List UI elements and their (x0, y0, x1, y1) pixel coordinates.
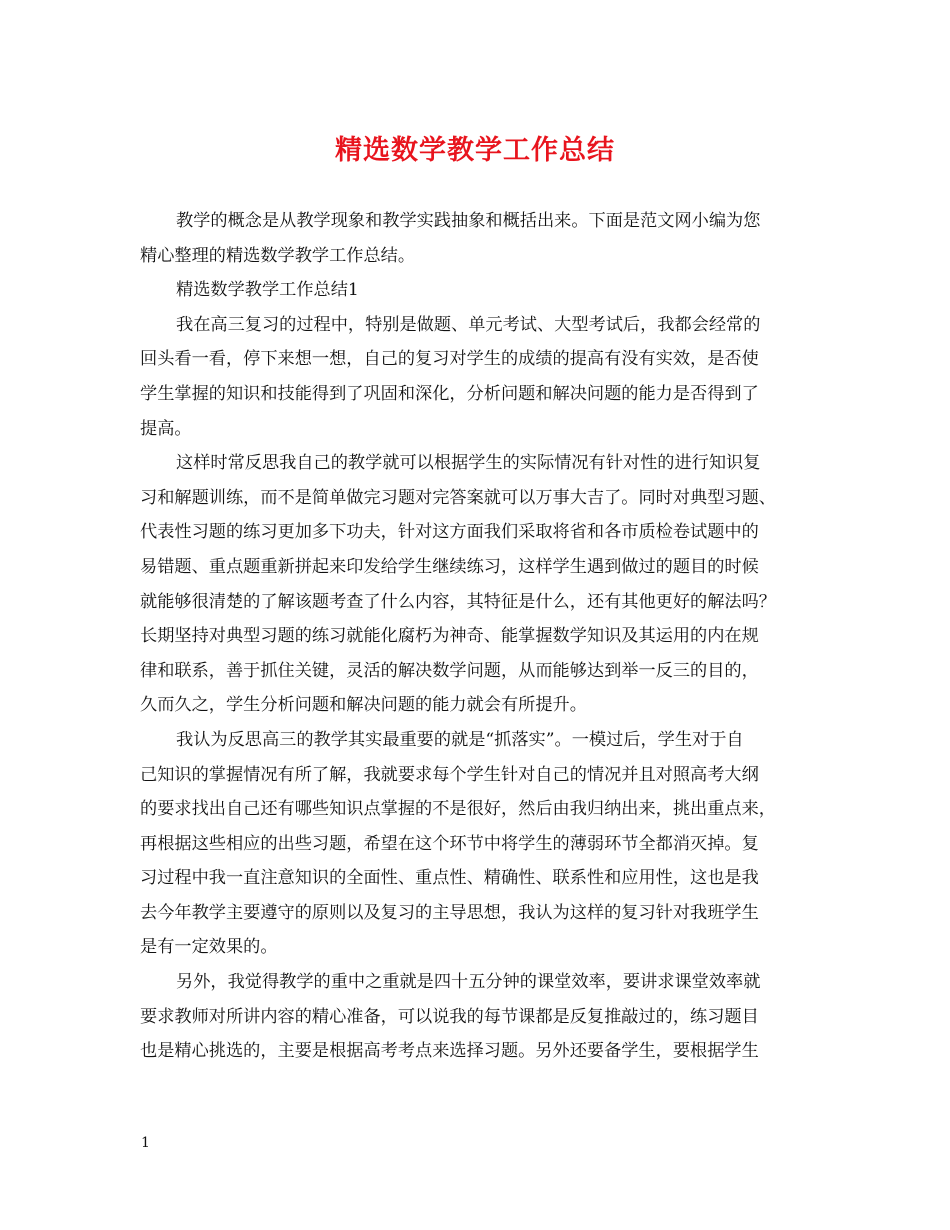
body-line: 教学的概念是从教学现象和教学实践抽象和概括出来。下面是范文网小编为您 (176, 211, 761, 231)
body-line: 代表性习题的练习更加多下功夫，针对这方面我们采取将省和各市质检卷试题中的 (140, 522, 759, 543)
page-number: 1 (141, 1135, 150, 1151)
body-line: 久而久之，学生分析问题和解决问题的能力就会有所提升。 (140, 695, 587, 716)
body-line: 再根据这些相应的出些习题，希望在这个环节中将学生的薄弱环节全都消灭掉。复 (140, 833, 759, 854)
body-line: 习和解题训练，而不是简单做完习题对完答案就可以万事大吉了。同时对典型习题、 (140, 487, 776, 508)
body-line: 学生掌握的知识和技能得到了巩固和深化，分析问题和解决问题的能力是否得到了 (140, 383, 759, 404)
body-line: 去今年教学主要遵守的原则以及复习的主导思想，我认为这样的复习针对我班学生 (140, 902, 759, 923)
body-line: 回头看一看，停下来想一想，自己的复习对学生的成绩的提高有没有实效，是否使 (140, 349, 759, 370)
body-line: 律和联系，善于抓住关键，灵活的解决数学问题，从而能够达到举一反三的目的， (140, 660, 759, 681)
body-line: 也是精心挑选的，主要是根据高考考点来选择习题。另外还要备学生，要根据学生 (140, 1041, 759, 1062)
body-line: 这样时常反思我自己的教学就可以根据学生的实际情况有针对性的进行知识复 (176, 453, 761, 474)
body-line: 我认为反思高三的教学其实最重要的就是“抓落实”。一模过后，学生对于自 (176, 729, 744, 750)
document-body (140, 204, 816, 1069)
body-line: 我在高三复习的过程中，特别是做题、单元考试、大型考试后，我都会经常的 (176, 314, 761, 335)
body-line: 精选数学教学工作总结1 (176, 280, 359, 301)
body-line: 长期坚持对典型习题的练习就能化腐朽为神奇、能掌握数学知识及其运用的内在规 (140, 626, 759, 647)
body-line: 习过程中我一直注意知识的全面性、重点性、精确性、联系性和应用性，这也是我 (140, 868, 759, 889)
body-line: 己知识的掌握情况有所了解，我就要求每个学生针对自己的情况并且对照高考大纲 (140, 764, 759, 785)
body-line: 的要求找出自己还有哪些知识点掌握的不是很好，然后由我归纳出来，挑出重点来， (140, 799, 776, 820)
body-line: 易错题、重点题重新拼起来印发给学生继续练习，这样学生遇到做过的题目的时候 (140, 556, 759, 577)
body-line: 提高。 (140, 418, 192, 439)
body-line: 就能够很清楚的了解该题考查了什么内容，其特征是什么，还有其他更好的解法吗？ (140, 591, 776, 612)
document-title: 精选数学教学工作总结 (335, 135, 615, 166)
body-line: 要求教师对所讲内容的精心准备，可以说我的每节课都是反复推敲过的，练习题目 (140, 1006, 759, 1027)
body-line: 是有一定效果的。 (140, 937, 278, 958)
body-line: 另外，我觉得教学的重中之重就是四十五分钟的课堂效率，要讲求课堂效率就 (176, 972, 761, 993)
body-line: 精心整理的精选数学教学工作总结。 (140, 245, 416, 266)
